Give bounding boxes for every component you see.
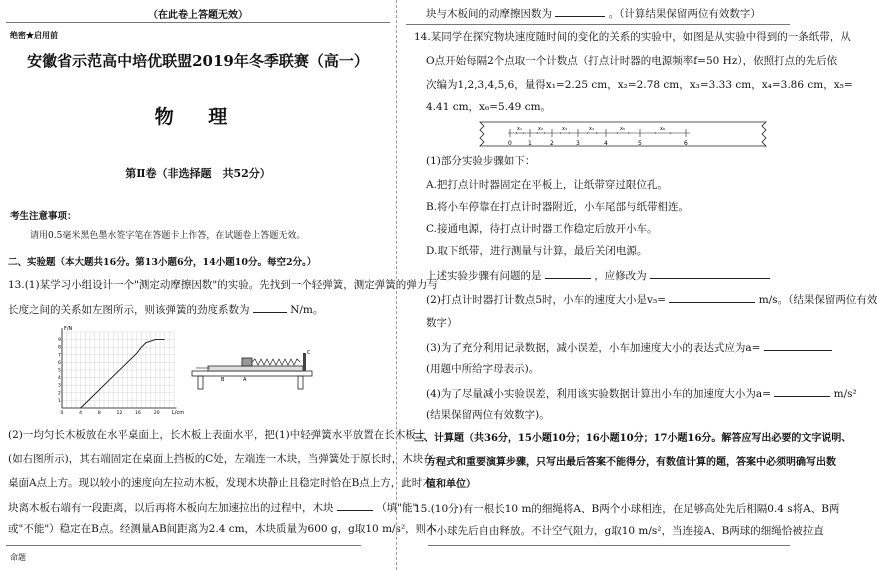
- tape-x-label: x₃: [562, 126, 567, 132]
- tape-dot: [544, 132, 545, 133]
- tape-dot: [655, 132, 656, 133]
- apparatus-figure: [190, 345, 320, 395]
- q14-4-note: (结果保留两位有效数字)。: [426, 409, 550, 421]
- label-c: C: [307, 350, 311, 356]
- step-problem-text: 上述实验步骤有问题的是: [426, 270, 542, 282]
- q13-part2-line-2: (如右图所示)，其右端固定在桌面上挡板的C处，左端连一木块，当弹簧处于原长时，木块在: [8, 453, 434, 465]
- subject-title: 物 理: [154, 106, 242, 128]
- table-leg-right: [298, 376, 303, 389]
- tape-x-label: x₂: [538, 126, 543, 132]
- q15-line-1: 15.(10分)有一根长10 m的细绳将A、B两个小球相连，在足够高处先后相隔0.4 s将A、B两: [414, 503, 840, 515]
- q14-3-note: (用题中所给字母表示)。: [426, 363, 540, 375]
- force-length-graph: [52, 322, 192, 418]
- tape-point-label: 3: [576, 140, 580, 147]
- wooden-block: [242, 358, 252, 366]
- notes-heading: 考生注意事项：: [10, 211, 77, 222]
- long-board: [208, 366, 303, 371]
- answer-blank-stable[interactable]: [337, 500, 373, 511]
- y-tick-label: 1: [58, 398, 61, 404]
- x-tick-label: 20: [153, 411, 160, 416]
- tape-x-label: x₅: [620, 126, 625, 132]
- tape-point-label: 1: [528, 140, 532, 147]
- q13-part2-line-1: (2)一均匀长木板放在水平桌面上，长木板上表面水平，把(1)中轻弹簧水平放置在长木板上: [8, 429, 427, 441]
- q13-end-line: [426, 6, 761, 21]
- paper-tape: [478, 120, 768, 150]
- tape-dot: [628, 132, 629, 133]
- step-b: B.将小车停靠在打点计时器附近，小车尾部与纸带相连。: [426, 201, 690, 213]
- graph-grid: [62, 328, 176, 408]
- answer-blank-mu[interactable]: [555, 6, 605, 17]
- label-a: A: [243, 377, 247, 383]
- top-notice: （在此卷上答题无效）: [148, 10, 248, 21]
- page-divider: [396, 0, 397, 570]
- q13-line-2: [8, 302, 323, 317]
- tape-x-label: x₆: [660, 126, 665, 132]
- step-d: D.取下纸带，进行测量与计算，最后关闭电源。: [426, 245, 648, 257]
- secret-mark: 绝密★启用前: [10, 30, 58, 40]
- q14-2-text: (2)打点计时器打计数点5时，小车的速度大小是v₅=: [426, 294, 666, 306]
- x-tick-label: 4: [79, 411, 83, 416]
- table-top: [192, 371, 312, 376]
- part3-line-3: 值和单位）: [426, 479, 476, 490]
- y-tick-label: 5: [58, 368, 61, 374]
- y-tick-label: 2: [58, 391, 61, 397]
- label-b: B: [221, 377, 225, 383]
- divider: [6, 22, 390, 23]
- q14-2-cont: 数字）: [426, 317, 458, 329]
- q13-end-text: 块与木板间的动摩擦因数为: [426, 8, 552, 20]
- graph-axes: [62, 328, 176, 408]
- q14-4-unit: m/s²: [833, 388, 857, 400]
- steps-heading: (1)部分实验步骤如下：: [426, 155, 536, 167]
- x-tick-label: 12: [116, 411, 123, 416]
- q13-part2-line-4-tail: （填"能": [376, 502, 418, 514]
- answer-blank-v5[interactable]: [669, 292, 755, 303]
- q14-line-2: O点开始每隔2个点取一个计数点（打点计时器的电源频率f=50 Hz），依照打点的先后依: [426, 55, 838, 67]
- tape-dot: [569, 132, 570, 133]
- q13-end-note: 。（计算结果保留两位有效数字）: [608, 8, 761, 20]
- tape-dot: [596, 132, 597, 133]
- y-tick-label: 9: [58, 338, 61, 344]
- q13-part2-line-4-text: 块离木板右端有一段距离，以后再将木板向左加速拉出的过程中，木块: [8, 502, 334, 514]
- y-tick-label: 3: [58, 383, 61, 389]
- footer-rule: [6, 545, 361, 546]
- q13-line-2-unit: N/m。: [290, 304, 324, 316]
- q13-line-1: 13.(1)某学习小组设计一个"测定动摩擦因数"的实验。先找到一个轻弹簧，测定弹簧的弹力与: [8, 279, 438, 291]
- footer-label: 命题: [10, 553, 26, 562]
- answer-blank-step[interactable]: [545, 268, 591, 279]
- q15-line-2: 个小球先后自由释放。不计空气阻力，g取10 m/s²，当连接A、B两球的细绳恰被拉直: [426, 525, 824, 537]
- tape-dot: [523, 132, 524, 133]
- y-tick-label: 4: [58, 376, 61, 382]
- y-tick-label: 6: [58, 360, 61, 366]
- exam-title: 安徽省示范高中培优联盟2019年冬季联赛（高一）: [27, 52, 369, 70]
- part3-line-2: 方程式和重要演算步骤，只写出最后答案不能得分，有数值计算的题，答案中必须明确写出数: [426, 457, 836, 468]
- left-page: [0, 0, 438, 570]
- tape-x-label: x₁: [517, 126, 522, 132]
- tape-dot: [670, 132, 671, 133]
- notes-text: 请用0.5毫米黑色墨水签字笔在答题卡上作答，在试题卷上答题无效。: [30, 231, 306, 241]
- spring-coil: [252, 359, 300, 365]
- graph-ylabel: F/N: [64, 326, 73, 332]
- x-tick-label: 8: [97, 411, 101, 416]
- tape-point-label: 5: [638, 140, 642, 147]
- q14-1-answer-line: [426, 268, 770, 283]
- q14-4-text: (4)为了尽量减小实验误差，利用该实验数据计算出小车的加速度大小为a=: [426, 388, 771, 400]
- q13-part2-line-4: [8, 500, 417, 515]
- step-a: A.把打点计时器固定在平板上，让纸带穿过限位孔。: [426, 179, 668, 191]
- x-tick-label: 0: [60, 411, 64, 416]
- table-leg-left: [198, 376, 203, 389]
- divider-top-right: [406, 24, 790, 25]
- tape-point-label: 2: [550, 140, 554, 147]
- right-page: [398, 0, 877, 570]
- x-tick-label: 16: [135, 411, 141, 416]
- q14-3-line: [426, 340, 832, 355]
- part3-line-1: 三、计算题（共36分，15小题10分；16小题10分；17小题16分。解答应写出必要的文字说明、: [414, 433, 852, 444]
- part2-heading: 二、实验题（本大题共16分。第13小题6分，14小题10分。每空2分。）: [8, 257, 317, 268]
- answer-blank-k[interactable]: [253, 302, 287, 313]
- y-tick-label: 7: [58, 353, 61, 359]
- q14-line-4: 4.41 cm，x₆=5.49 cm。: [426, 101, 552, 113]
- q14-line-1: 14.某同学在探究物块速度随时间的变化的关系的实验中，如图是从实验中得到的一条纸带，从: [414, 31, 851, 43]
- section-title: 第Ⅱ卷（非选择题 共52分）: [125, 167, 271, 180]
- tape-point-label: 0: [508, 140, 512, 147]
- q13-line-2-text: 长度之间的关系如左图所示，则该弹簧的劲度系数为: [8, 304, 250, 316]
- step-fix-text: ，应修改为: [594, 270, 647, 282]
- answer-blank-fix[interactable]: [650, 268, 770, 279]
- footer-rule-right: [428, 545, 790, 546]
- q14-2-line: [426, 292, 877, 307]
- tape-point-label: 4: [604, 140, 608, 147]
- tape-dot: [587, 132, 588, 133]
- answer-blank-a[interactable]: [774, 386, 830, 397]
- tape-point-label: 6: [684, 140, 688, 147]
- q14-2-unit: m/s。（结果保留两位有效: [758, 294, 877, 306]
- tape-dot: [537, 132, 538, 133]
- q14-line-3: 次编为1,2,3,4,5,6，量得x₁=2.25 cm，x₂=2.78 cm，x₃=3.33 cm，x₄=3.86 cm，x₅=: [426, 79, 853, 91]
- q14-4-line: [426, 386, 857, 401]
- tape-dot: [560, 132, 561, 133]
- answer-blank-formula[interactable]: [764, 340, 832, 351]
- tape-dot: [516, 132, 517, 133]
- tape-dot: [617, 132, 618, 133]
- graph-xlabel: L/cm: [172, 410, 185, 416]
- y-tick-label: 8: [58, 345, 61, 351]
- q14-3-text: (3)为了充分利用记录数据，减小误差，小车加速度大小的表达式应为a=: [426, 342, 761, 354]
- baffle-c: [303, 353, 306, 371]
- q13-part2-line-3: 桌面A点上方。现以较小的速度向左拉动木板，发现木块静止且稳定时恰在B点上方，此时木: [8, 477, 433, 489]
- q13-part2-line-5: 或"不能"）稳定在B点。经测量AB间距离为2.4 cm，木块质量为600 g，g取10 m/s²，则木: [8, 523, 437, 535]
- tape-x-label: x₄: [589, 126, 594, 132]
- step-c: C.接通电源，待打点计时器工作稳定后放开小车。: [426, 223, 658, 235]
